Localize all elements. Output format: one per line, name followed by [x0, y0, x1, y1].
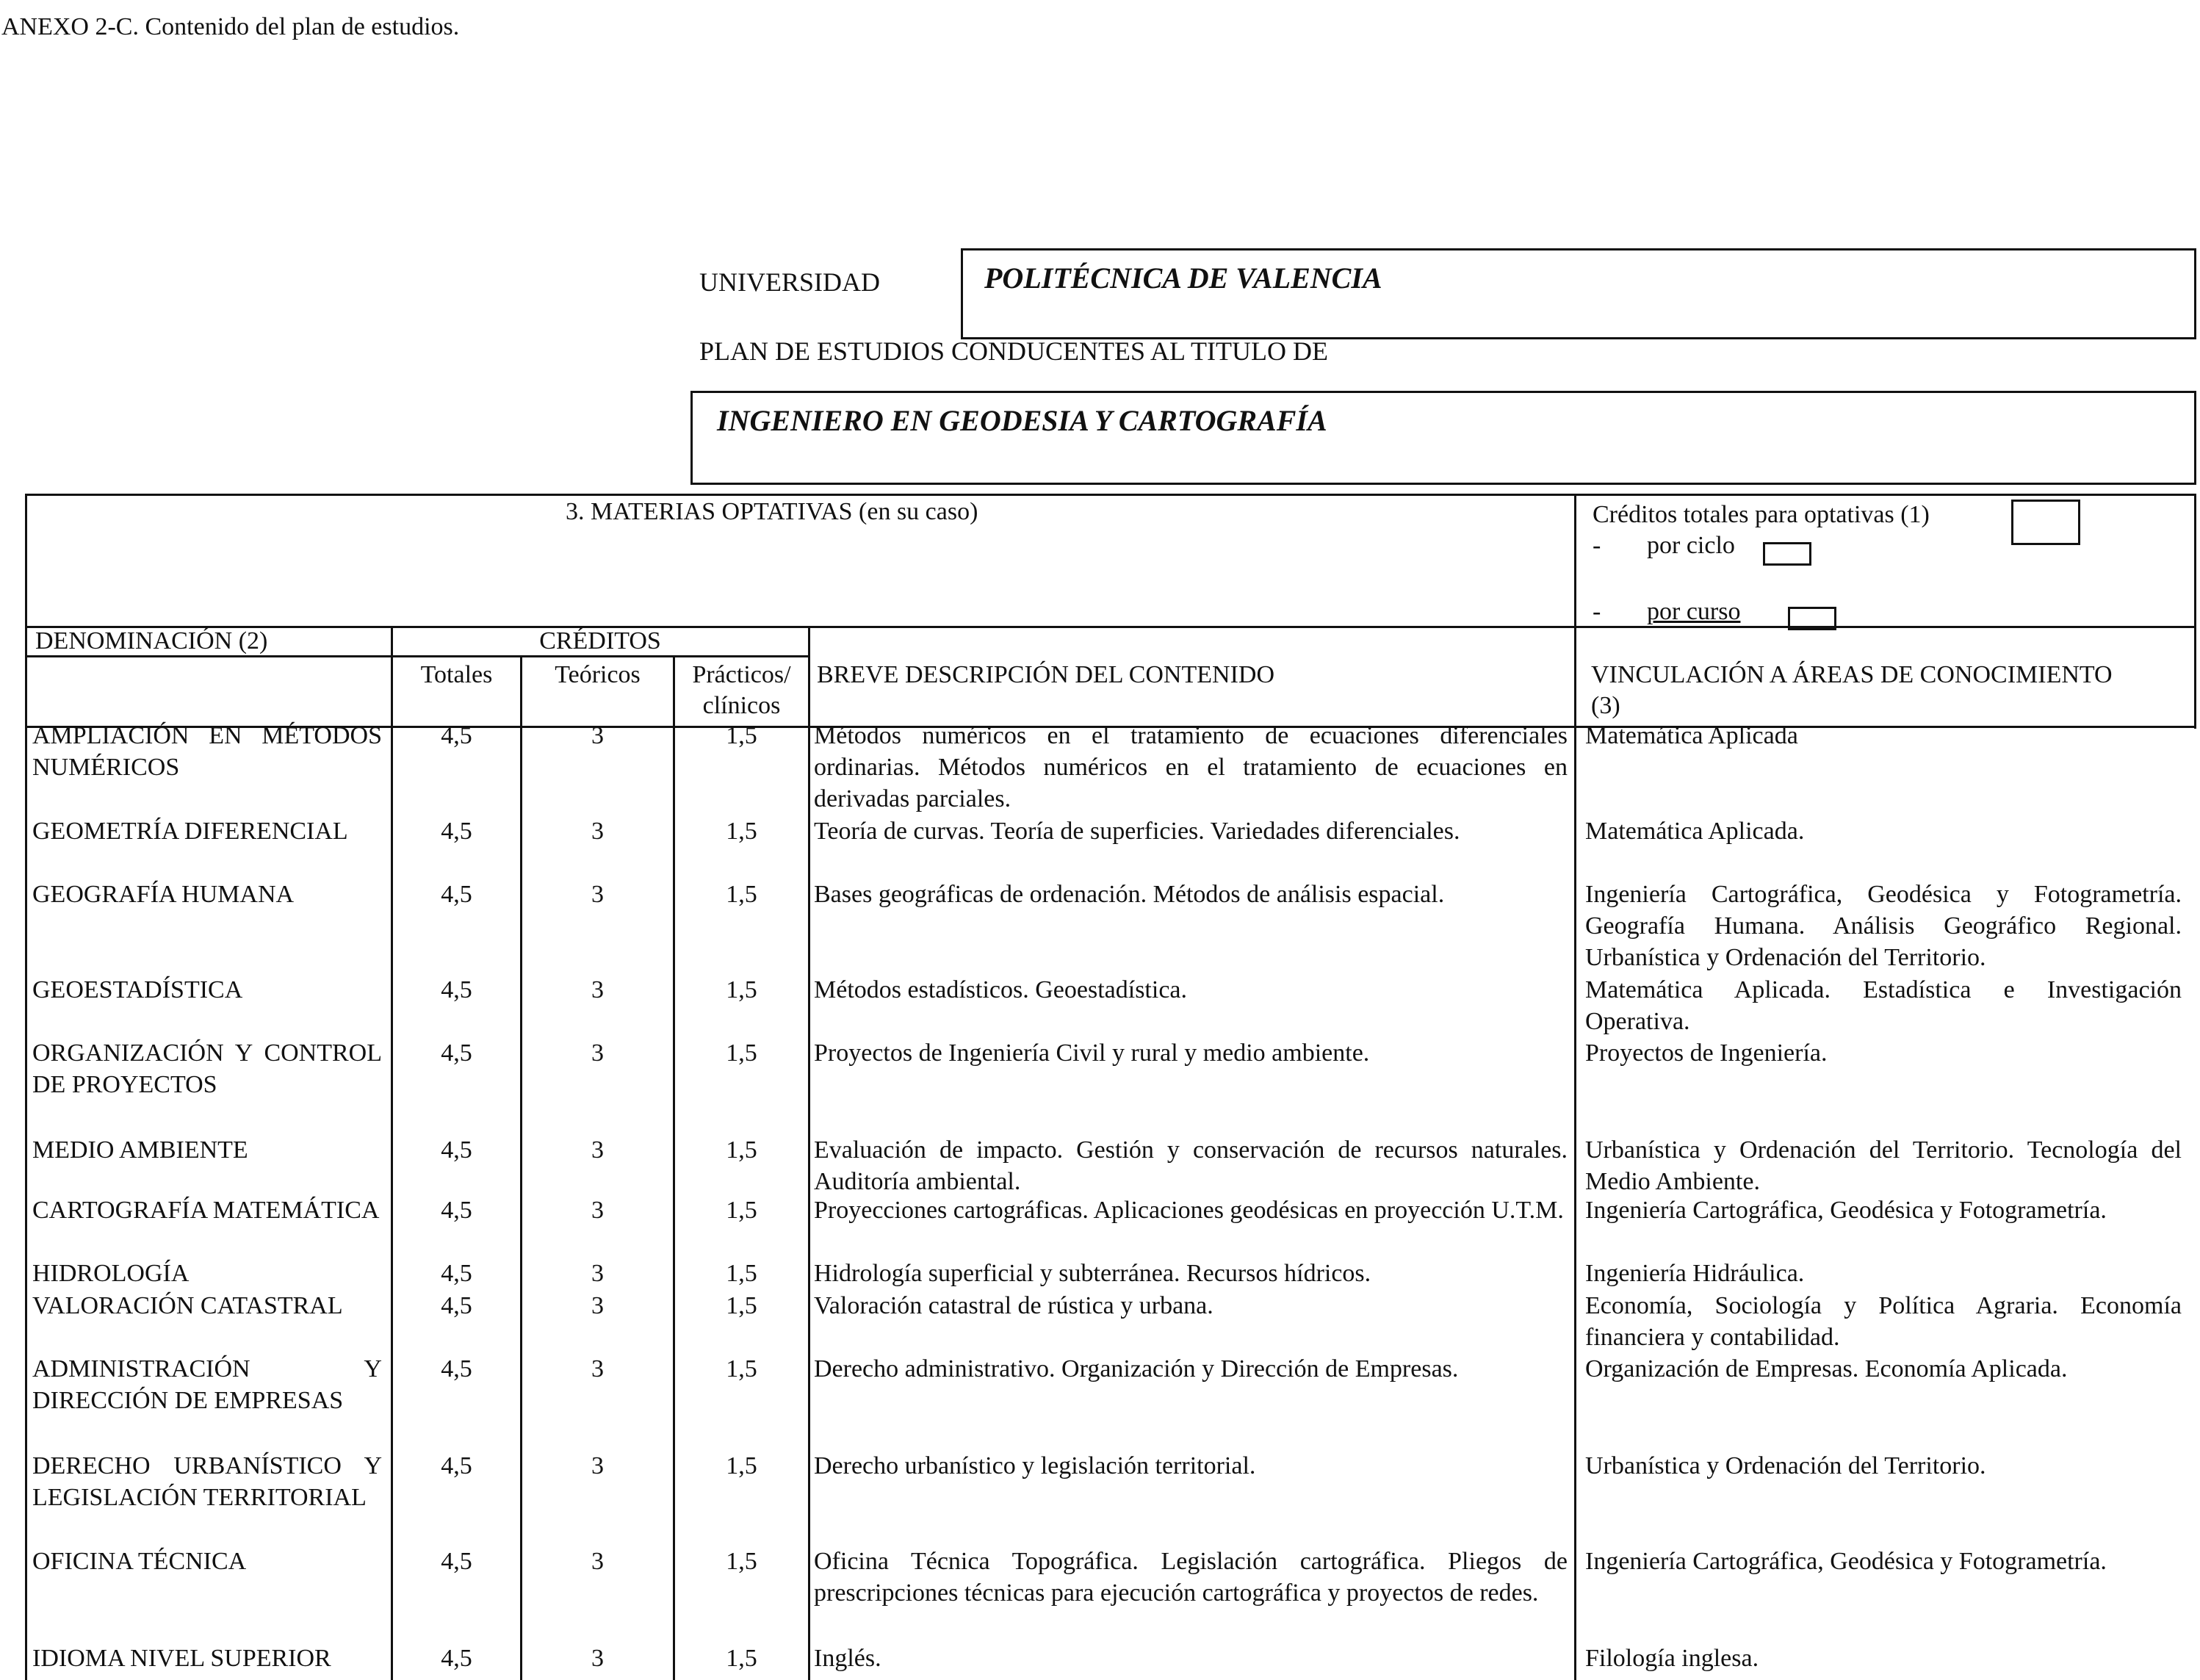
- cell-descripcion: Hidrología superficial y subterránea. Recursos hídricos.: [814, 1260, 1371, 1287]
- cell-totales: 4,5: [441, 1548, 472, 1575]
- plan-label: PLAN DE ESTUDIOS CONDUCENTES AL TITULO DE: [699, 336, 1328, 366]
- cell-teoricos: 3: [591, 1645, 604, 1672]
- cell-vinculacion: Matemática Aplicada: [1585, 722, 1798, 749]
- cell-totales: 4,5: [441, 722, 472, 749]
- cell-teoricos: 3: [591, 818, 604, 845]
- header-practicos-line1: Prácticos/: [692, 661, 791, 688]
- cell-descripcion: Evaluación de impacto. Gestión y conservación de recursos naturales. Auditoría ambiental.: [814, 1136, 1568, 1195]
- cell-denominacion: VALORACIÓN CATASTRAL: [32, 1292, 343, 1319]
- cell-teoricos: 3: [591, 1260, 604, 1287]
- por-ciclo-label: por ciclo: [1647, 532, 1735, 559]
- header-totales: Totales: [420, 661, 493, 688]
- cell-teoricos: 3: [591, 722, 604, 749]
- cell-denominacion: CARTOGRAFÍA MATEMÁTICA: [32, 1197, 380, 1224]
- cell-practicos: 1,5: [726, 1452, 757, 1479]
- cell-denominacion: MEDIO AMBIENTE: [32, 1136, 248, 1164]
- cell-denominacion: AMPLIACIÓN EN MÉTODOS NUMÉRICOS: [32, 722, 382, 781]
- cell-denominacion: GEOMETRÍA DIFERENCIAL: [32, 818, 348, 845]
- cell-denominacion: GEOESTADÍSTICA: [32, 976, 243, 1003]
- header-teoricos: Teóricos: [555, 661, 641, 688]
- header-denominacion: DENOMINACIÓN (2): [35, 627, 268, 655]
- cell-denominacion: OFICINA TÉCNICA: [32, 1548, 247, 1575]
- cell-denominacion: ADMINISTRACIÓN Y DIRECCIÓN DE EMPRESAS: [32, 1355, 382, 1414]
- cell-vinculacion: Urbanística y Ordenación del Territorio.: [1585, 1452, 1986, 1479]
- cell-denominacion: HIDROLOGÍA: [32, 1260, 190, 1287]
- cell-totales: 4,5: [441, 1452, 472, 1479]
- cell-practicos: 1,5: [726, 1039, 757, 1067]
- section-title: 3. MATERIAS OPTATIVAS (en su caso): [566, 498, 978, 525]
- cell-teoricos: 3: [591, 881, 604, 908]
- por-curso-row: [1593, 596, 1740, 628]
- cell-practicos: 1,5: [726, 722, 757, 749]
- cell-practicos: 1,5: [726, 1260, 757, 1287]
- cell-totales: 4,5: [441, 1197, 472, 1224]
- cell-practicos: 1,5: [726, 1548, 757, 1575]
- header-descripcion: BREVE DESCRIPCIÓN DEL CONTENIDO: [817, 661, 1275, 688]
- optional-credits-total-label: Créditos totales para optativas (1): [1593, 501, 1930, 528]
- cell-descripcion: Oficina Técnica Topográfica. Legislación cartográfica. Pliegos de prescripciones técnicas para ejecución cartográfica y proyectos de redes.: [814, 1548, 1568, 1607]
- header-creditos: CRÉDITOS: [539, 627, 661, 655]
- header-vinculacion-line1: VINCULACIÓN A ÁREAS DE CONOCIMIENTO: [1591, 661, 2113, 688]
- cell-vinculacion: Ingeniería Cartográfica, Geodésica y Fotogrametría.: [1585, 1197, 2107, 1224]
- cell-teoricos: 3: [591, 1039, 604, 1067]
- cell-teoricos: 3: [591, 1136, 604, 1164]
- annex-heading: ANEXO 2-C. Contenido del plan de estudios.: [1, 13, 460, 40]
- cell-descripcion: Bases geográficas de ordenación. Métodos de análisis espacial.: [814, 881, 1445, 908]
- por-ciclo-row: [1593, 530, 1735, 562]
- header-vinculacion: [1591, 660, 2113, 721]
- cell-vinculacion: Matemática Aplicada. Estadística e Investigación Operativa.: [1585, 976, 2182, 1035]
- dash-bullet: -: [1593, 532, 1601, 559]
- cell-teoricos: 3: [591, 1197, 604, 1224]
- cell-totales: 4,5: [441, 1260, 472, 1287]
- cell-practicos: 1,5: [726, 1136, 757, 1164]
- cell-descripcion: Teoría de curvas. Teoría de superficies. Variedades diferenciales.: [814, 818, 1460, 845]
- header-practicos-line2: clínicos: [702, 692, 781, 719]
- cell-totales: 4,5: [441, 1645, 472, 1672]
- por-curso-label: por curso: [1647, 598, 1741, 625]
- cell-teoricos: 3: [591, 1548, 604, 1575]
- cell-vinculacion: Ingeniería Cartográfica, Geodésica y Fotogrametría.: [1585, 1548, 2107, 1575]
- cell-teoricos: 3: [591, 1452, 604, 1479]
- cell-teoricos: 3: [591, 1355, 604, 1382]
- cell-denominacion: DERECHO URBANÍSTICO Y LEGISLACIÓN TERRITORIAL: [32, 1452, 382, 1511]
- cell-practicos: 1,5: [726, 1292, 757, 1319]
- cell-descripcion: Derecho administrativo. Organización y Dirección de Empresas.: [814, 1355, 1459, 1382]
- header-practicos: [675, 660, 808, 721]
- header-vinculacion-line2: (3): [1591, 692, 1620, 719]
- cell-descripcion: Proyecciones cartográficas. Aplicaciones geodésicas en proyección U.T.M.: [814, 1197, 1564, 1224]
- cell-vinculacion: Organización de Empresas. Economía Aplicada.: [1585, 1355, 2068, 1382]
- dash-bullet: -: [1593, 598, 1601, 625]
- cell-vinculacion: Urbanística y Ordenación del Territorio. Tecnología del Medio Ambiente.: [1585, 1136, 2182, 1195]
- cell-denominacion: GEOGRAFÍA HUMANA: [32, 881, 295, 908]
- cell-totales: 4,5: [441, 976, 472, 1003]
- optional-credits-total-box: [2011, 500, 2080, 545]
- cell-totales: 4,5: [441, 1136, 472, 1164]
- cell-practicos: 1,5: [726, 1645, 757, 1672]
- cell-denominacion: ORGANIZACIÓN Y CONTROL DE PROYECTOS: [32, 1039, 382, 1098]
- cell-practicos: 1,5: [726, 976, 757, 1003]
- cell-vinculacion: Filología inglesa.: [1585, 1645, 1759, 1672]
- cell-teoricos: 3: [591, 976, 604, 1003]
- cell-totales: 4,5: [441, 1355, 472, 1382]
- cell-denominacion: IDIOMA NIVEL SUPERIOR: [32, 1645, 331, 1672]
- cell-descripcion: Valoración catastral de rústica y urbana.: [814, 1292, 1213, 1319]
- cell-totales: 4,5: [441, 1039, 472, 1067]
- cell-vinculacion: Matemática Aplicada.: [1585, 818, 1805, 845]
- cell-descripcion: Proyectos de Ingeniería Civil y rural y medio ambiente.: [814, 1039, 1370, 1067]
- cell-practicos: 1,5: [726, 1197, 757, 1224]
- cell-practicos: 1,5: [726, 881, 757, 908]
- cell-vinculacion: Ingeniería Cartográfica, Geodésica y Fotogrametría. Geografía Humana. Análisis Geográfico Regional. Urbanística y Ordenación del Territorio.: [1585, 881, 2182, 971]
- cell-practicos: 1,5: [726, 1355, 757, 1382]
- cell-descripcion: Métodos numéricos en el tratamiento de ecuaciones diferenciales ordinarias. Métodos numéricos en el tratamiento de ecuaciones en derivadas parciales.: [814, 722, 1568, 812]
- por-curso-box: [1788, 607, 1836, 630]
- por-ciclo-box: [1763, 542, 1811, 566]
- cell-descripcion: Métodos estadísticos. Geoestadística.: [814, 976, 1188, 1003]
- cell-practicos: 1,5: [726, 818, 757, 845]
- cell-vinculacion: Proyectos de Ingeniería.: [1585, 1039, 1828, 1067]
- university-label: UNIVERSIDAD: [699, 267, 880, 297]
- cell-totales: 4,5: [441, 818, 472, 845]
- degree-title: INGENIERO EN GEODESIA Y CARTOGRAFÍA: [717, 404, 1327, 437]
- cell-vinculacion: Economía, Sociología y Política Agraria. Economía financiera y contabilidad.: [1585, 1292, 2182, 1351]
- cell-descripcion: Inglés.: [814, 1645, 881, 1672]
- university-name: POLITÉCNICA DE VALENCIA: [984, 262, 1382, 295]
- cell-totales: 4,5: [441, 881, 472, 908]
- cell-totales: 4,5: [441, 1292, 472, 1319]
- cell-vinculacion: Ingeniería Hidráulica.: [1585, 1260, 1805, 1287]
- cell-descripcion: Derecho urbanístico y legislación territorial.: [814, 1452, 1256, 1479]
- cell-teoricos: 3: [591, 1292, 604, 1319]
